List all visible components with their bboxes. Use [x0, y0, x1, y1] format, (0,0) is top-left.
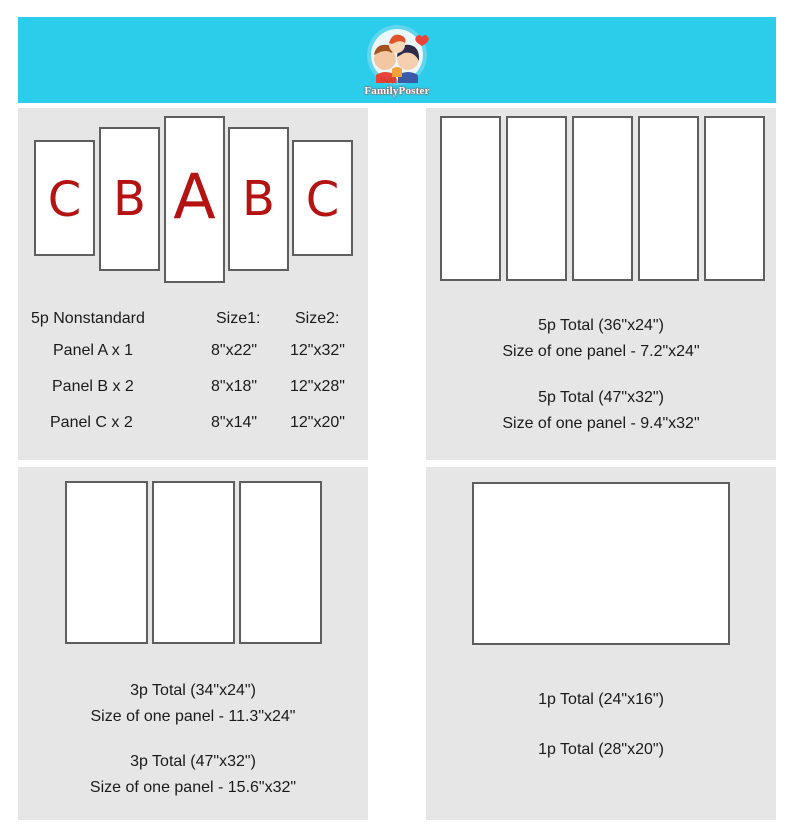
quadrant-5p-nonstandard — [18, 108, 368, 460]
option1-panel-size: Size of one panel - 7.2"x24" — [502, 343, 700, 360]
row-size1: 8"x14" — [211, 414, 258, 431]
panel-3 — [572, 116, 633, 281]
quadrant-5p-equal — [426, 108, 776, 460]
panel-a-center — [164, 116, 225, 283]
panel-b-right — [228, 127, 289, 271]
single-panel — [472, 482, 730, 645]
row-size2: 12"x20" — [290, 414, 345, 431]
panel-3 — [239, 481, 322, 644]
panel-2 — [506, 116, 567, 281]
panel-2 — [152, 481, 235, 644]
panel-letter: C — [305, 172, 340, 228]
panel-letter: A — [173, 160, 216, 233]
size2-header: Size2: — [295, 310, 340, 327]
row-size2: 12"x28" — [290, 378, 345, 395]
panel-1 — [65, 481, 148, 644]
logo-brand-text: FamilyPoster — [364, 85, 430, 97]
row-size1: 8"x22" — [211, 342, 258, 359]
option2-total: 5p Total (47"x32") — [538, 389, 664, 406]
panel-5 — [704, 116, 765, 281]
row-label: Panel A x 1 — [53, 342, 134, 359]
panel-4 — [638, 116, 699, 281]
panel-b-left — [99, 127, 160, 271]
row-size2: 12"x32" — [290, 342, 345, 359]
option1-total: 5p Total (36"x24") — [538, 317, 664, 334]
option1-panel-size: Size of one panel - 11.3"x24" — [90, 708, 296, 725]
panel-letter: C — [47, 172, 82, 228]
option2-panel-size: Size of one panel - 9.4"x32" — [502, 415, 700, 432]
panel-c-right — [292, 140, 353, 256]
header-banner — [18, 17, 776, 103]
family-poster-logo — [352, 23, 442, 101]
panel-letter: B — [242, 171, 275, 227]
spec-heading: 5p Nonstandard — [31, 310, 145, 327]
panel-1 — [440, 116, 501, 281]
row-label: Panel B x 2 — [52, 378, 134, 395]
option2-total: 3p Total (47"x32") — [130, 753, 256, 770]
option2-panel-size: Size of one panel - 15.6"x32" — [89, 779, 297, 796]
quadrant-1p — [426, 467, 776, 820]
panel-letter: B — [113, 171, 146, 227]
size1-header: Size1: — [216, 310, 261, 327]
row-label: Panel C x 2 — [50, 414, 133, 431]
panel-c-left — [34, 140, 95, 256]
option1-total: 1p Total (24"x16") — [538, 691, 664, 708]
option2-total: 1p Total (28"x20") — [538, 741, 664, 758]
quadrant-3p — [18, 467, 368, 820]
option1-total: 3p Total (34"x24") — [130, 682, 256, 699]
logo-tagline: Happy — [380, 76, 399, 84]
row-size1: 8"x18" — [211, 378, 258, 395]
